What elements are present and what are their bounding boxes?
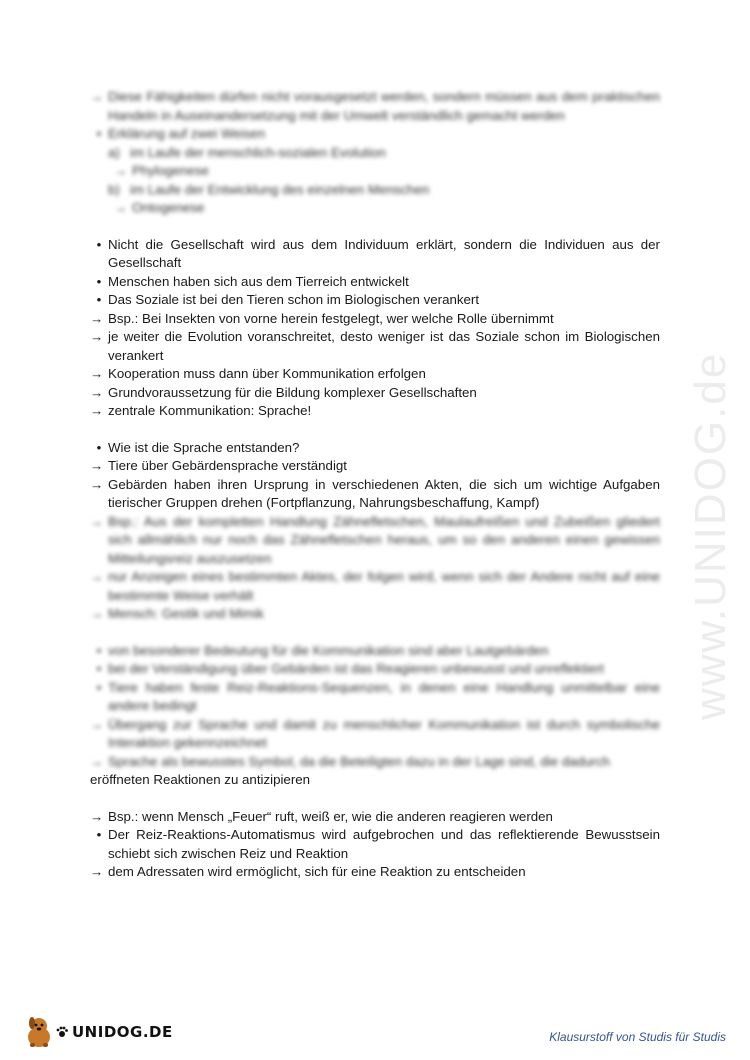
line-text: Diese Fähigkeiten dürfen nicht vorausgesetzt werden, sondern müssen aus dem praktischen Handeln in Auseinandersetzung mit der Umwelt verständlich gemacht werden <box>108 89 660 123</box>
arrow-item <box>90 513 660 569</box>
arrow-icon: → <box>90 753 104 769</box>
line-text: Erklärung auf zwei Weisen <box>108 126 266 141</box>
line-text: im Laufe der Entwicklung des einzelnen Menschen <box>130 181 430 197</box>
bullet-icon: • <box>96 642 102 658</box>
line-text: bei der Verständigung über Gebärden ist das Reagieren unbewusst und unreflektiert <box>108 661 604 676</box>
arrow-icon: → <box>114 163 128 178</box>
paragraph-gap <box>90 624 660 642</box>
line-text: Menschen haben sich aus dem Tierreich entwickelt <box>108 273 409 289</box>
bullet-item <box>90 125 660 144</box>
line-text: eröffneten Reaktionen zu antizipieren <box>90 772 311 787</box>
line-text: Tiere haben feste Reiz-Reaktions-Sequenzen, in denen eine Handlung unmittelbar eine andere bedingt <box>108 679 660 713</box>
arrow-icon: → <box>90 476 104 492</box>
arrow-item <box>90 310 660 329</box>
arrow-icon: → <box>114 200 128 215</box>
line-text: Wie ist die Sprache entstanden? <box>108 439 300 455</box>
arrow-icon: → <box>90 329 104 344</box>
footer-tagline: Klausurstoff von Studis für Studis <box>549 1030 726 1044</box>
dog-mascot-icon <box>24 1015 54 1049</box>
arrow-icon: → <box>90 716 104 732</box>
line-text: Sprache als bewusstes Symbol, da die Beteiligten dazu in der Lage sind, die dadurch <box>108 753 610 769</box>
line-text: Tiere über Gebärdensprache verständigt <box>108 458 347 473</box>
line-text: Bsp.: Aus der kompletten Handlung Zähnefletschen, Maulaufreißen und Zubeißen gliedert sich allmählich nur noch das Zähnefletschen heraus, um so den anderen einen gewissen Mitteilungsreiz auszusetzen <box>108 513 660 566</box>
line-text: Kooperation muss dann über Kommunikation erfolgen <box>108 366 426 381</box>
bullet-icon: • <box>96 827 102 842</box>
bullet-icon: • <box>96 661 102 676</box>
line-text: zentrale Kommunikation: Sprache! <box>108 403 312 418</box>
arrow-item <box>90 863 660 882</box>
line-text: Nicht die Gesellschaft wird aus dem Individuum erklärt, sondern die Individuen aus der Gesellschaft <box>108 236 660 270</box>
arrow-item <box>90 328 660 365</box>
arrow-item <box>90 402 660 421</box>
line-text: Ontogenese <box>132 200 205 215</box>
line-text: Grundvoraussetzung für die Bildung komplexer Gesellschaften <box>108 384 477 400</box>
arrow-item <box>90 605 660 624</box>
paragraph-gap <box>90 790 660 808</box>
arrow-icon: → <box>90 864 104 879</box>
logo-text: UNIDOG.DE <box>72 1023 173 1041</box>
line-text: Phylogenese <box>132 163 209 178</box>
arrow-icon: → <box>90 89 104 104</box>
line-text: nur Anzeigen eines bestimmten Aktes, der folgen wird, wenn sich der Andere nicht auf eine bestimmte Weise verhält <box>108 569 660 603</box>
bullet-item <box>90 439 660 458</box>
line-text: von besonderer Bedeutung für die Kommunikation sind aber Lautgebärden <box>108 642 549 658</box>
arrow-icon: → <box>90 458 104 473</box>
paw-icon <box>56 1026 68 1038</box>
bullet-icon: • <box>96 126 102 141</box>
line-text: Der Reiz-Reaktions-Automatismus wird aufgebrochen und das reflektierende Bewusstsein schiebt sich zwischen Reiz und Reaktion <box>108 827 660 861</box>
sub-arrow-item <box>90 162 660 181</box>
paragraph-gap <box>90 218 660 236</box>
arrow-item <box>90 365 660 384</box>
bullet-item <box>90 642 660 661</box>
sub-item <box>90 181 660 200</box>
bullet-item <box>90 679 660 716</box>
arrow-item <box>90 808 660 827</box>
arrow-icon: → <box>90 606 104 621</box>
text-line <box>90 771 660 790</box>
arrow-item <box>90 476 660 513</box>
arrow-item <box>90 753 660 772</box>
arrow-icon: → <box>90 808 104 824</box>
bullet-item <box>90 236 660 273</box>
bullet-item <box>90 273 660 292</box>
arrow-item <box>90 88 660 125</box>
arrow-icon: → <box>90 384 104 400</box>
line-text: dem Adressaten wird ermöglicht, sich für eine Reaktion zu entscheiden <box>108 864 526 879</box>
line-text: Bsp.: wenn Mensch „Feuer“ ruft, weiß er, wie die anderen reagieren werden <box>108 808 553 824</box>
bullet-item <box>90 291 660 310</box>
arrow-icon: → <box>90 310 104 326</box>
bullet-icon: • <box>96 292 102 307</box>
arrow-item <box>90 568 660 605</box>
bullet-icon: • <box>96 273 102 289</box>
arrow-icon: → <box>90 366 104 381</box>
line-text: im Laufe der menschlich-sozialen Evolution <box>130 144 386 160</box>
arrow-item <box>90 716 660 753</box>
line-text: Bsp.: Bei Insekten von vorne herein festgelegt, wer welche Rolle übernimmt <box>108 310 554 326</box>
sub-item-label: b) <box>108 181 120 197</box>
sub-item <box>90 144 660 163</box>
line-text: Übergang zur Sprache und damit zu menschlicher Kommunikation ist durch symbolische Interaktion gekennzeichnet <box>108 716 660 750</box>
line-text: Das Soziale ist bei den Tieren schon im Biologischen verankert <box>108 292 480 307</box>
document-body <box>90 88 660 882</box>
arrow-icon: → <box>90 569 104 584</box>
arrow-item <box>90 457 660 476</box>
paragraph-gap <box>90 421 660 439</box>
arrow-icon: → <box>90 403 104 418</box>
line-text: Mensch: Gestik und Mimik <box>108 606 264 621</box>
arrow-item <box>90 384 660 403</box>
line-text: Gebärden haben ihren Ursprung in verschiedenen Akten, die sich um wichtige Aufgaben tierischer Gruppen drehen (Fortpflanzung, Nahrungsbeschaffung, Kampf) <box>108 476 660 510</box>
bullet-icon: • <box>96 236 102 252</box>
bullet-item <box>90 660 660 679</box>
line-text: je weiter die Evolution voranschreitet, desto weniger ist das Soziale schon im Biologischen verankert <box>108 329 660 363</box>
bullet-item <box>90 826 660 863</box>
sub-item-label: a) <box>108 144 120 160</box>
sub-arrow-item <box>90 199 660 218</box>
bullet-icon: • <box>96 439 102 455</box>
watermark: www.UNIDOG.de <box>686 351 735 720</box>
arrow-icon: → <box>90 513 104 529</box>
bullet-icon: • <box>96 679 102 695</box>
unidog-logo <box>24 1012 173 1052</box>
